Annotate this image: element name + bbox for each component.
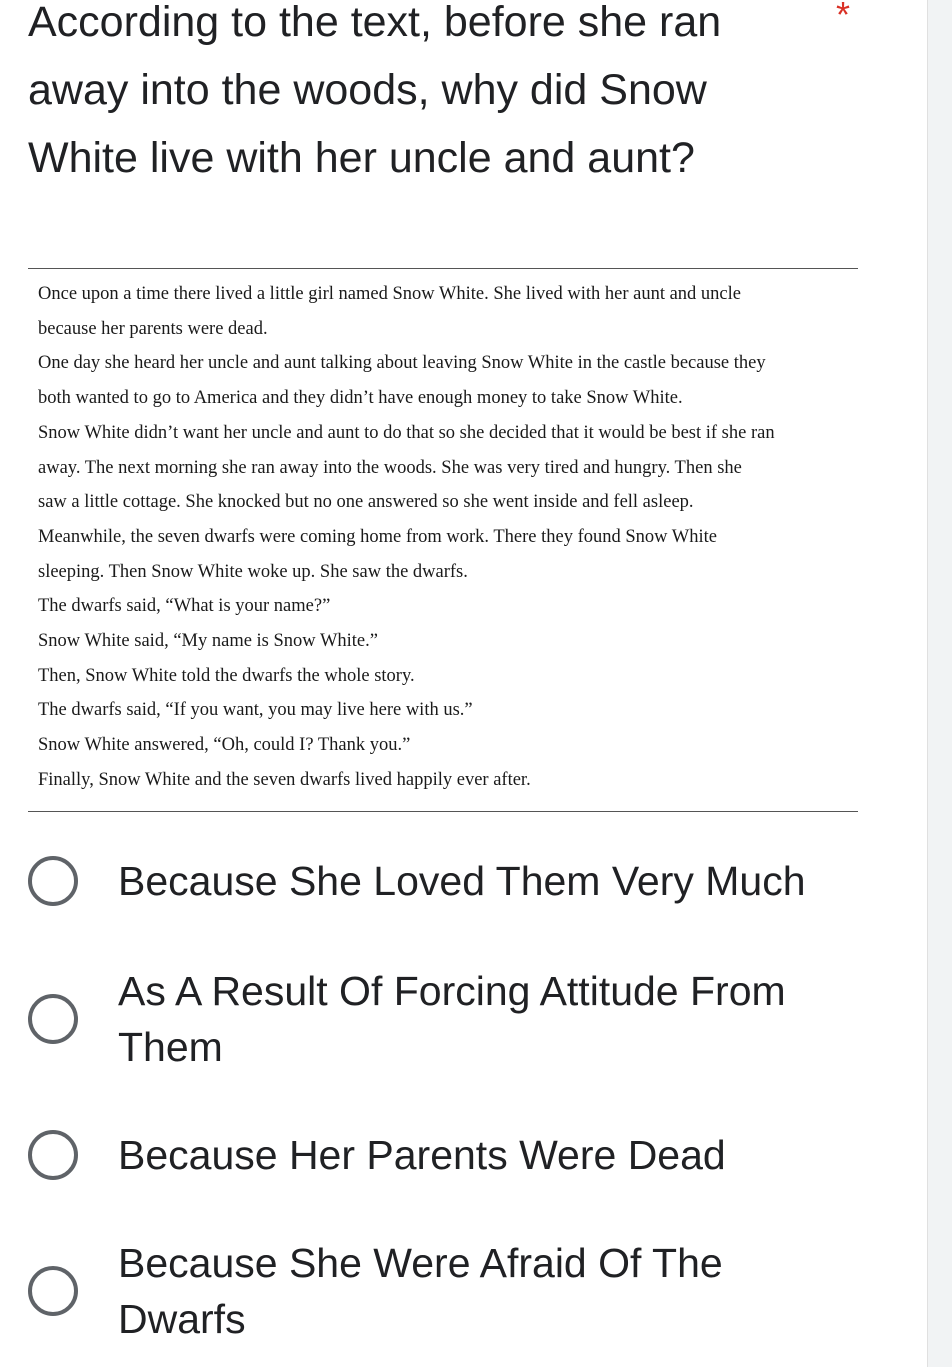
passage-line: sleeping. Then Snow White woke up. She saw the dwarfs. — [38, 561, 468, 582]
passage-line: Snow White answered, “Oh, could I? Thank you.” — [38, 735, 411, 756]
option-forcing-attitude[interactable] — [28, 963, 848, 1075]
option-label[interactable]: Because She Loved Them Very Much — [118, 858, 806, 904]
passage-line: One day she heard her uncle and aunt talking about leaving Snow White in the castle because they — [38, 353, 766, 374]
passage-line: Meanwhile, the seven dwarfs were coming home from work. There they found Snow White — [38, 526, 718, 547]
scrollbar-track[interactable] — [927, 0, 952, 1367]
option-label[interactable]: As A Result Of Forcing Attitude From Them — [118, 968, 786, 1070]
passage-line: The dwarfs said, “What is your name?” — [38, 596, 331, 617]
passage-line: away. The next morning she ran away into the woods. She was very tired and hungry. Then she — [38, 457, 742, 478]
radio-button[interactable] — [28, 1266, 78, 1316]
radio-button[interactable] — [28, 856, 78, 906]
passage-line: saw a little cottage. She knocked but no one answered so she went inside and fell asleep. — [38, 492, 694, 513]
required-asterisk: * — [836, 0, 851, 35]
radio-button[interactable] — [28, 1130, 78, 1180]
passage-line: both wanted to go to America and they didn’t have enough money to take Snow White. — [38, 388, 683, 409]
option-loved-them[interactable] — [28, 853, 848, 909]
option-label[interactable]: Because Her Parents Were Dead — [118, 1132, 726, 1178]
passage-line: Snow White didn’t want her uncle and aunt to do that so she decided that it would be best if she ran — [38, 422, 775, 443]
passage-line: The dwarfs said, “If you want, you may live here with us.” — [38, 700, 473, 721]
passage-image — [28, 268, 858, 812]
passage-line: Once upon a time there lived a little girl named Snow White. She lived with her aunt and uncle — [38, 284, 741, 304]
passage-line: because her parents were dead. — [38, 318, 268, 339]
option-parents-dead[interactable] — [28, 1127, 848, 1183]
option-afraid-dwarfs[interactable] — [28, 1235, 848, 1347]
radio-button[interactable] — [28, 994, 78, 1044]
passage-line: Then, Snow White told the dwarfs the whole story. — [38, 665, 415, 686]
passage-line: Snow White said, “My name is Snow White.” — [38, 631, 378, 652]
option-label[interactable]: Because She Were Afraid Of The Dwarfs — [118, 1240, 723, 1342]
passage-line: Finally, Snow White and the seven dwarfs lived happily ever after. — [38, 769, 531, 790]
question-title: According to the text, before she ran away into the woods, why did Snow White live with her uncle and aunt? — [28, 0, 722, 182]
